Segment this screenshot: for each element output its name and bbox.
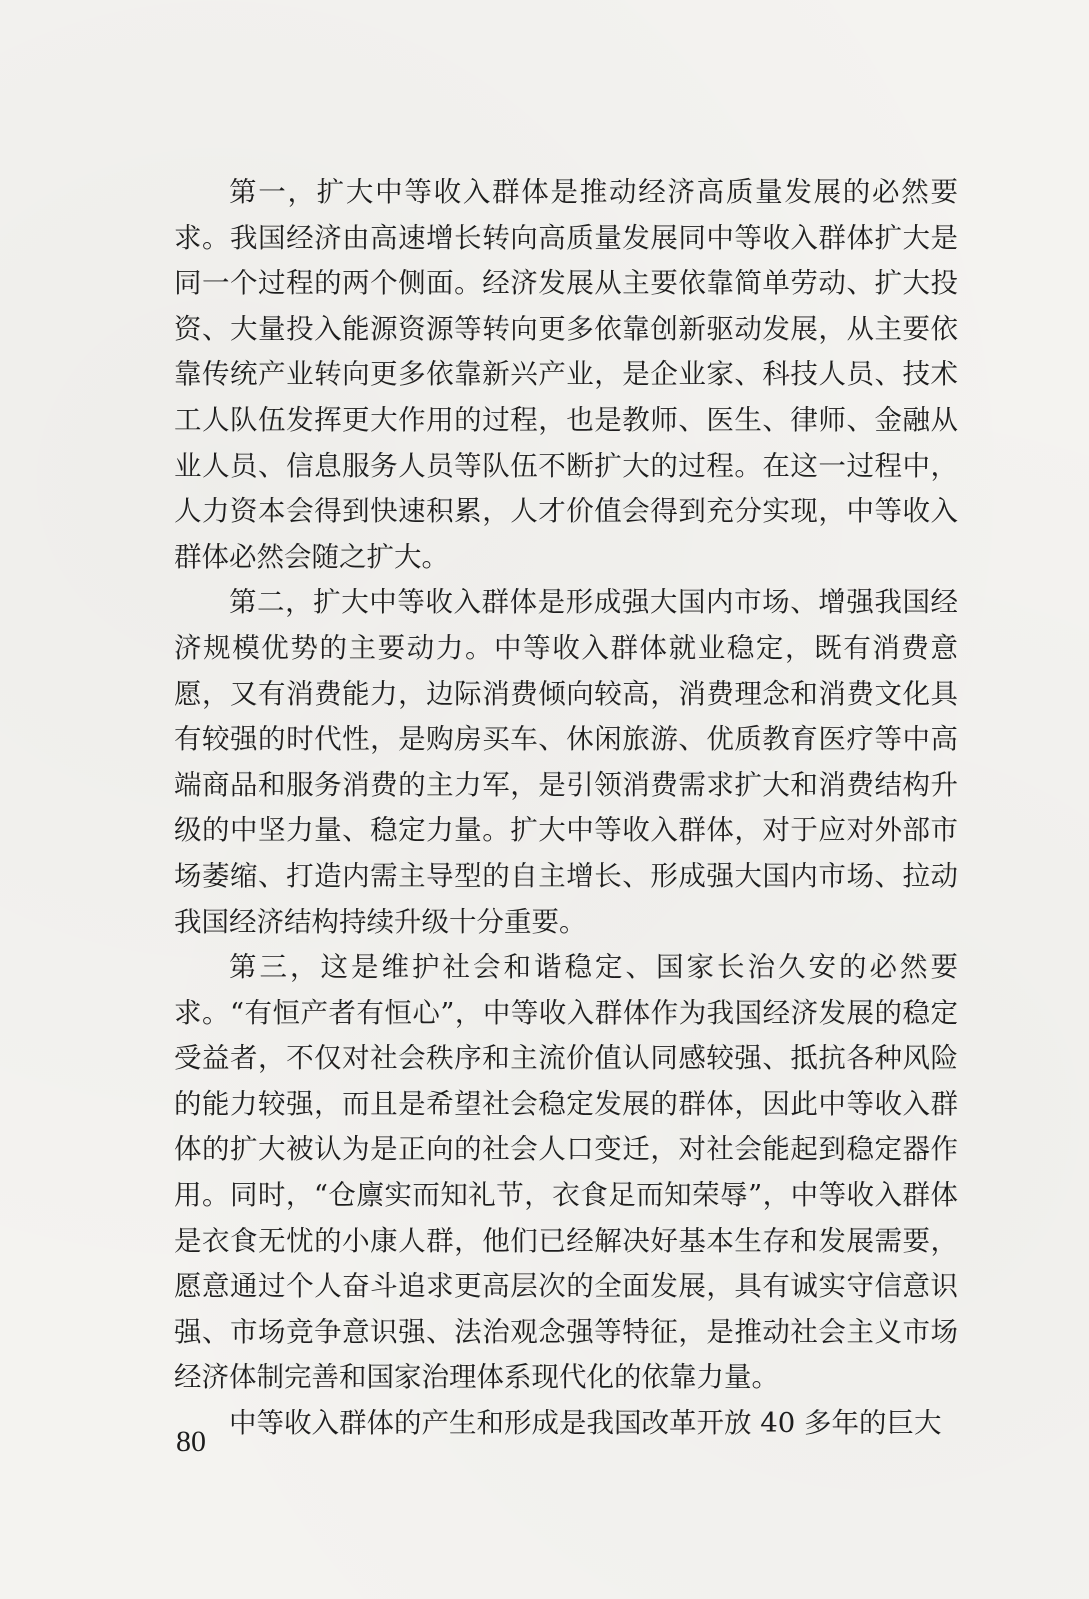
page-number: 80 — [176, 1425, 206, 1458]
paragraph-4: 中等收入群体的产生和形成是我国改革开放 40 多年的巨大 — [229, 1407, 942, 1440]
paragraph-3: 第三，这是维护社会和谐稳定、国家长治久安的必然要求。“有恒产者有恒心”，中等收入群体作为我国经济发展的稳定受益者，不仅对社会秩序和主流价值认同感较强、抵抗各种风险的能力较强，而且是希望社会稳定发展的群体，因此中等收入群体的扩大被认为是正向的社会人口变迁，对社会能起到稳定器作用。同时，“仓廪实而知礼节，衣食足而知荣辱”，中等收入群体是衣食无忧的小康人群，他们已经解决好基本生存和发展需要，愿意通过个人奋斗追求更高层次的全面发展，具有诚实守信意识强、市场竞争意识强、法治观念强等特征，是推动社会主义市场经济体制完善和国家治理体系现代化的依靠力量。 — [174, 951, 958, 1394]
paragraph-2: 第二，扩大中等收入群体是形成强大国内市场、增强我国经济规模优势的主要动力。中等收入群体就业稳定，既有消费意愿，又有消费能力，边际消费倾向较高，消费理念和消费文化具有较强的时代性，是购房买车、休闲旅游、优质教育医疗等中高端商品和服务消费的主力军，是引领消费需求扩大和消费结构升级的中坚力量、稳定力量。扩大中等收入群体，对于应对外部市场萎缩、打造内需主导型的自主增长、形成强大国内市场、拉动我国经济结构持续升级十分重要。 — [174, 586, 958, 938]
body-text — [174, 170, 958, 1447]
paragraph-1: 第一，扩大中等收入群体是推动经济高质量发展的必然要求。我国经济由高速增长转向高质量发展同中等收入群体扩大是同一个过程的两个侧面。经济发展从主要依靠简单劳动、扩大投资、大量投入能源资源等转向更多依靠创新驱动发展，从主要依靠传统产业转向更多依靠新兴产业，是企业家、科技人员、技术工人队伍发挥更大作用的过程，也是教师、医生、律师、金融从业人员、信息服务人员等队伍不断扩大的过程。在这一过程中，人力资本会得到快速积累，人才价值会得到充分实现，中等收入群体必然会随之扩大。 — [174, 176, 958, 573]
